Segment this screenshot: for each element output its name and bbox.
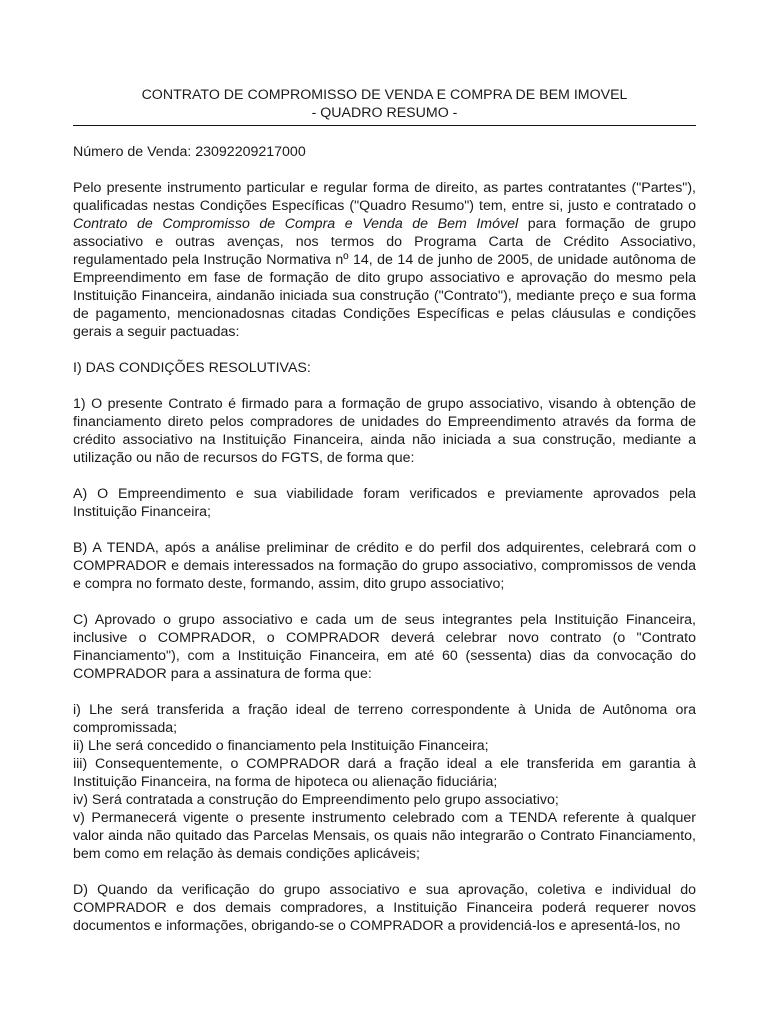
intro-text-part1: Pelo presente instrumento particular e regular forma de direito, as partes contratantes ("Partes"), qualificadas nestas Condições Específicas ("Quadro Resumo") tem, entre si, justo e contratado o bbox=[73, 180, 696, 214]
clause-item: i) Lhe será transferida a fração ideal de terreno correspondente à Unida de Autônoma ora compromissada; bbox=[73, 702, 696, 736]
contract-title: CONTRATO DE COMPROMISSO DE VENDA E COMPRA DE BEM IMOVEL bbox=[141, 87, 628, 103]
clause-item: ii) Lhe será concedido o financiamento pela Instituição Financeira; bbox=[73, 738, 489, 754]
clause-item: iv) Será contratada a construção do Empreendimento pelo grupo associativo; bbox=[73, 792, 559, 808]
clause-b: B) A TENDA, após a análise preliminar de crédito e do perfil dos adquirentes, celebrará com o COMPRADOR e demais interessados na formação do grupo associativo, compromissos de venda e compra no formato deste, formando, assim, dito grupo associativo; bbox=[73, 540, 696, 592]
clause-item: iii) Consequentemente, o COMPRADOR dará a fração ideal a ele transferida em garantia à Instituição Financeira, na forma de hipoteca ou alienação fiduciária; bbox=[73, 756, 696, 790]
title-divider bbox=[73, 125, 696, 126]
clause-a: A) O Empreendimento e sua viabilidade foram verificados e previamente aprovados pela Instituição Financeira; bbox=[73, 486, 696, 520]
contract-subtitle: - QUADRO RESUMO - bbox=[311, 105, 458, 121]
intro-text-part2: para formação de grupo associativo e outras avenças, nos termos do Programa Carta de Crédito Associativo, regulamentado pela Instrução Normativa nº 14, de 14 de junho de 2005, de unidade autônoma de Empreendimento em fase de formação de dito grupo associativo e aprovação do mesmo pela Instituição Financeira, aindanão iniciada sua construção ("Contrato"), mediante preço e sua forma de pagamento, mencionadosnas citadas Condições Específicas e pelas cláusulas e condições gerais a seguir pactuadas: bbox=[73, 216, 696, 340]
clause-item: v) Permanecerá vigente o presente instrumento celebrado com a TENDA referente à qualquer valor ainda não quitado das Parcelas Mensais, os quais não integrarão o Contrato Financiamento, bem como em relação às demais condições aplicáveis; bbox=[73, 810, 696, 862]
clause-1: 1) O presente Contrato é firmado para a formação de grupo associativo, visando à obtenção de financiamento direto pelos compradores de unidades do Empreendimento através da forma de crédito associativo na Instituição Financeira, ainda não iniciada a sua construção, mediante a utilização ou não de recursos do FGTS, de forma que: bbox=[73, 396, 696, 466]
intro-contract-name: Contrato de Compromisso de Compra e Venda de Bem Imóvel bbox=[73, 216, 519, 232]
section-heading: I) DAS CONDIÇÕES RESOLUTIVAS: bbox=[73, 360, 311, 376]
sale-number: Número de Venda: 23092209217000 bbox=[73, 144, 306, 160]
clause-c: C) Aprovado o grupo associativo e cada um de seus integrantes pela Instituição Financeira, inclusive o COMPRADOR, o COMPRADOR deverá celebrar novo contrato (o "Contrato Financiamento"), com a Instituição Financeira, em até 60 (sessenta) dias da convocação do COMPRADOR para a assinatura de forma que: bbox=[73, 612, 696, 682]
intro-paragraph bbox=[73, 179, 696, 341]
clause-d: D) Quando da verificação do grupo associativo e sua aprovação, coletiva e individual do COMPRADOR e dos demais compradores, a Instituição Financeira poderá requerer novos documentos e informações, obrigando-se o COMPRADOR a providenciá-los e apresentá-los, no bbox=[73, 882, 696, 934]
